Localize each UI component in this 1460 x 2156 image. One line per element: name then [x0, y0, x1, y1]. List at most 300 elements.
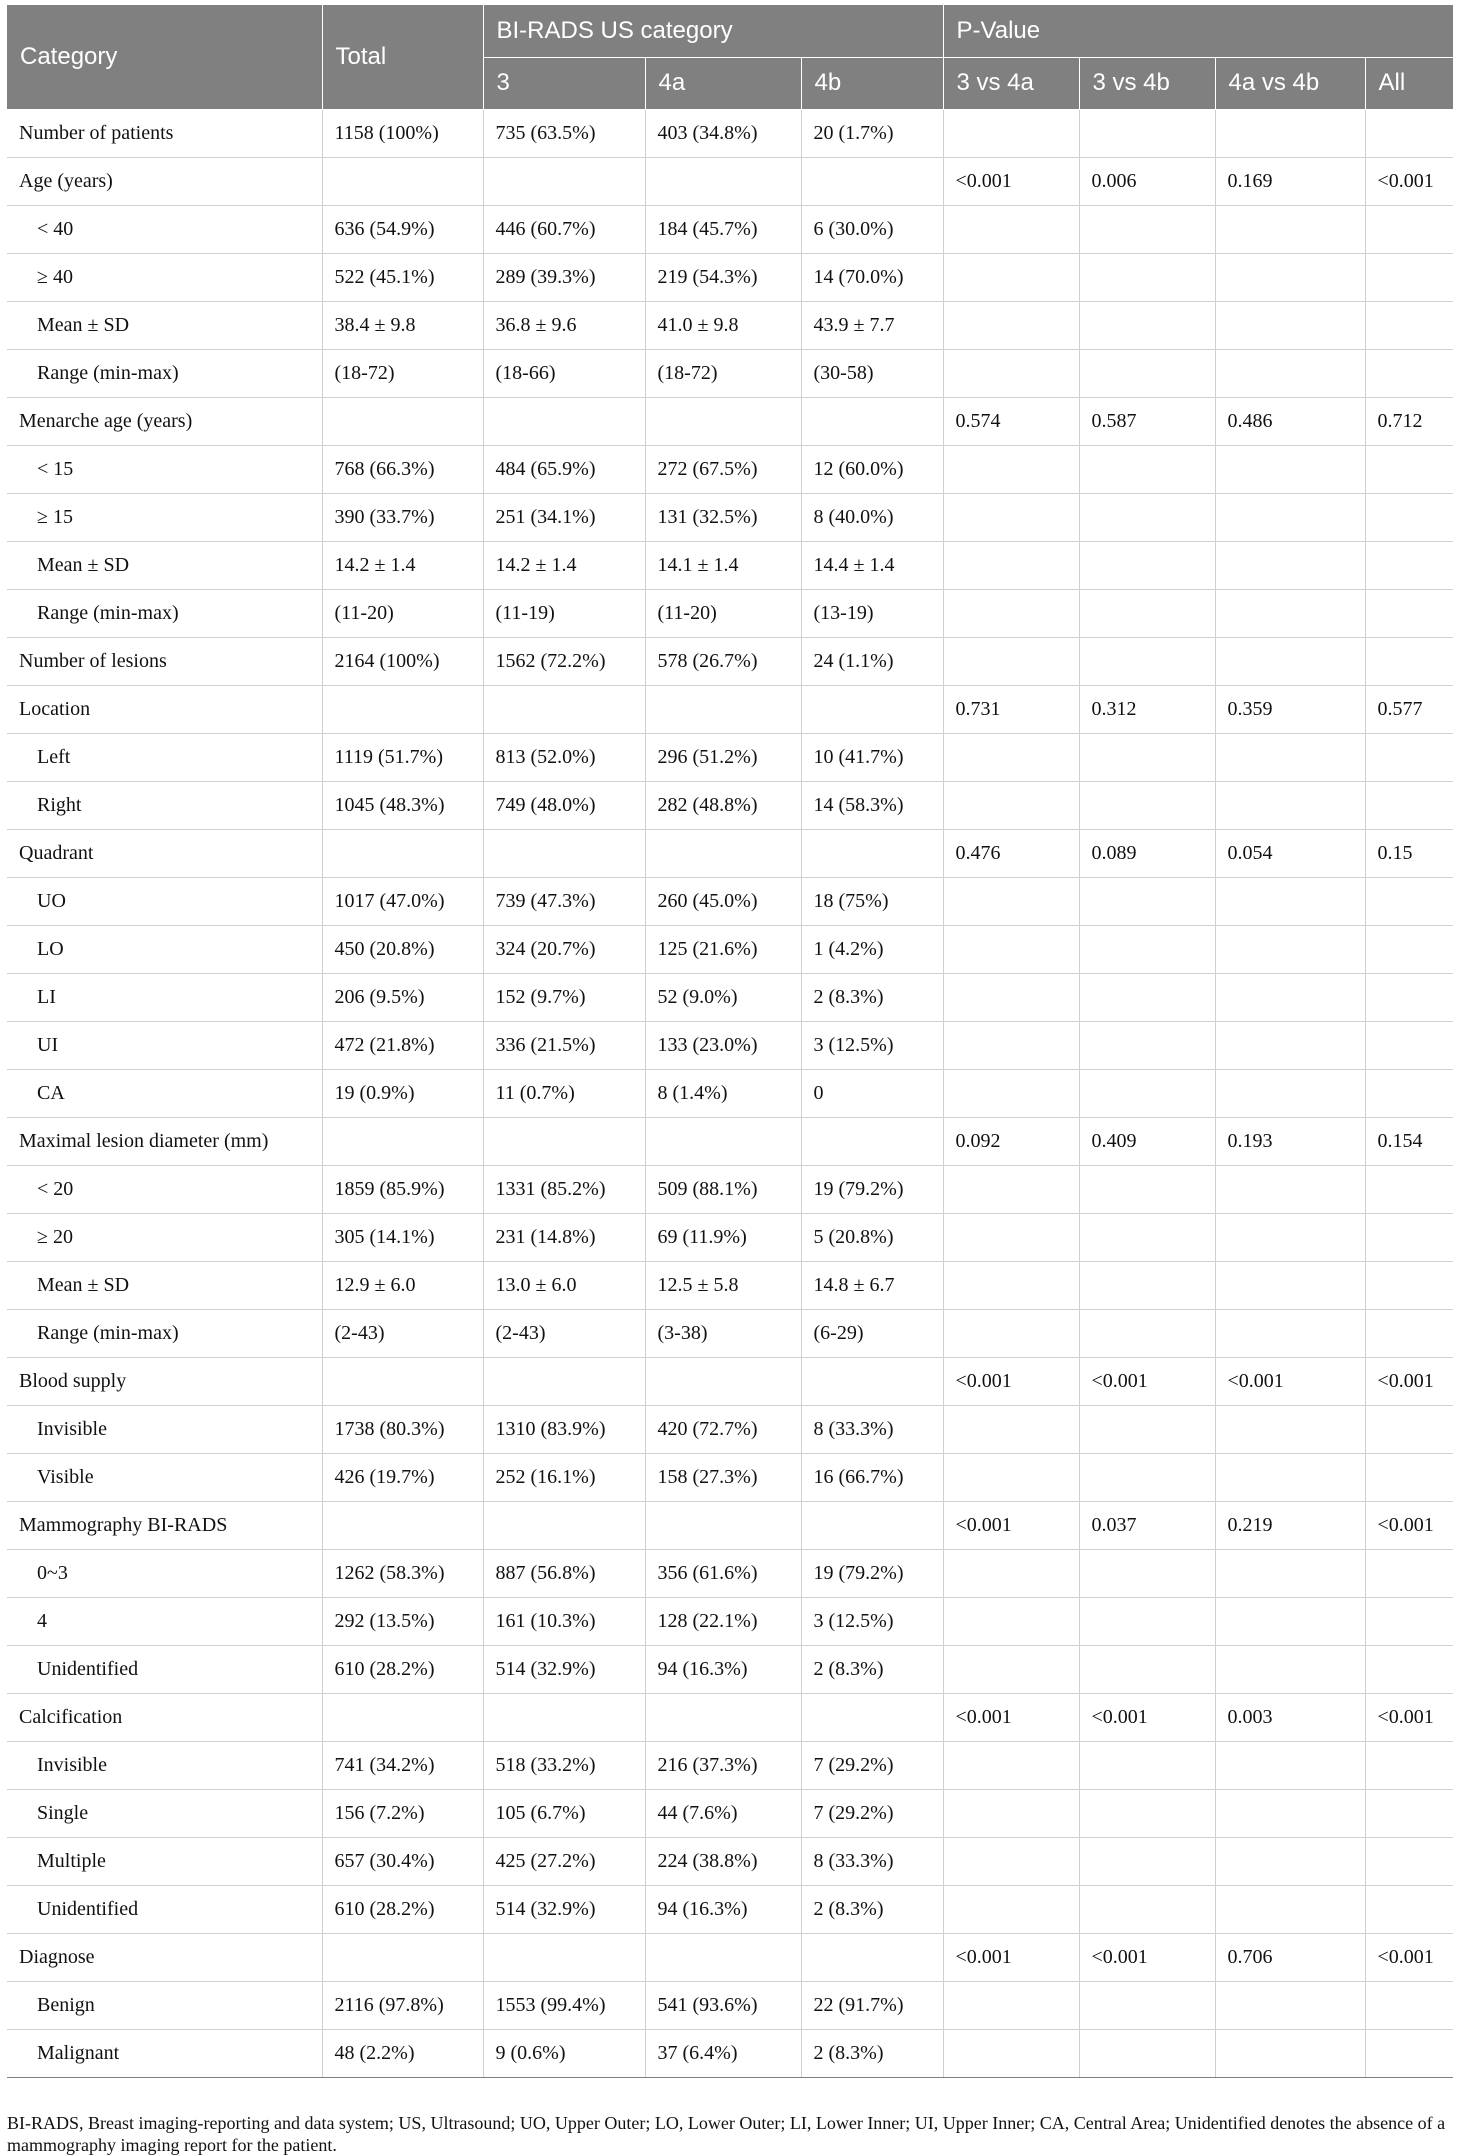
row-label: Location	[7, 685, 322, 733]
row-label: UO	[7, 877, 322, 925]
p-all-cell	[1365, 109, 1453, 157]
p-4a-vs-4b-cell	[1215, 541, 1365, 589]
cat-3-cell: 324 (20.7%)	[483, 925, 645, 973]
p-all-cell: 0.154	[1365, 1117, 1453, 1165]
p-3-vs-4a-cell	[943, 109, 1079, 157]
p-all-cell	[1365, 1213, 1453, 1261]
cat-4a-cell	[645, 1693, 801, 1741]
cat-4b-cell: 24 (1.1%)	[801, 637, 943, 685]
p-all-cell	[1365, 1453, 1453, 1501]
cat-3-cell: 484 (65.9%)	[483, 445, 645, 493]
cat-4b-cell: 3 (12.5%)	[801, 1021, 943, 1069]
table-row	[7, 1165, 1453, 1213]
p-3-vs-4b-cell	[1079, 1069, 1215, 1117]
cat-3-cell: 446 (60.7%)	[483, 205, 645, 253]
row-label: ≥ 15	[7, 493, 322, 541]
table-row	[7, 205, 1453, 253]
p-4a-vs-4b-cell: 0.169	[1215, 157, 1365, 205]
cat-4b-cell: 12 (60.0%)	[801, 445, 943, 493]
cat-4a-cell	[645, 1117, 801, 1165]
p-3-vs-4a-cell	[943, 781, 1079, 829]
p-4a-vs-4b-cell	[1215, 205, 1365, 253]
header-all: All	[1365, 57, 1453, 109]
cat-3-cell: 749 (48.0%)	[483, 781, 645, 829]
cat-3-cell: 1553 (99.4%)	[483, 1981, 645, 2029]
p-all-cell	[1365, 877, 1453, 925]
p-all-cell	[1365, 2029, 1453, 2077]
cat-3-cell: 161 (10.3%)	[483, 1597, 645, 1645]
cat-3-cell	[483, 1117, 645, 1165]
p-all-cell	[1365, 589, 1453, 637]
p-3-vs-4a-cell	[943, 205, 1079, 253]
p-4a-vs-4b-cell: 0.706	[1215, 1933, 1365, 1981]
row-label: Visible	[7, 1453, 322, 1501]
row-label: Mammography BI-RADS	[7, 1501, 322, 1549]
cat-3-cell: 152 (9.7%)	[483, 973, 645, 1021]
cat-4b-cell	[801, 397, 943, 445]
p-all-cell	[1365, 541, 1453, 589]
p-3-vs-4a-cell	[943, 253, 1079, 301]
p-3-vs-4a-cell	[943, 1213, 1079, 1261]
p-3-vs-4a-cell	[943, 1549, 1079, 1597]
cat-4a-cell: 37 (6.4%)	[645, 2029, 801, 2077]
p-all-cell	[1365, 1885, 1453, 1933]
p-4a-vs-4b-cell	[1215, 1597, 1365, 1645]
cat-4a-cell: 69 (11.9%)	[645, 1213, 801, 1261]
p-3-vs-4b-cell	[1079, 1837, 1215, 1885]
table-row	[7, 397, 1453, 445]
p-3-vs-4a-cell	[943, 1741, 1079, 1789]
cat-4b-cell: (30-58)	[801, 349, 943, 397]
p-all-cell	[1365, 1069, 1453, 1117]
cat-4b-cell: 2 (8.3%)	[801, 1645, 943, 1693]
p-3-vs-4b-cell	[1079, 1549, 1215, 1597]
cat-3-cell	[483, 157, 645, 205]
p-3-vs-4b-cell	[1079, 1213, 1215, 1261]
p-3-vs-4b-cell	[1079, 253, 1215, 301]
p-3-vs-4b-cell	[1079, 1981, 1215, 2029]
cat-3-cell: 425 (27.2%)	[483, 1837, 645, 1885]
p-all-cell	[1365, 1741, 1453, 1789]
p-all-cell	[1365, 1261, 1453, 1309]
p-3-vs-4b-cell	[1079, 1165, 1215, 1213]
total-cell: 156 (7.2%)	[322, 1789, 483, 1837]
cat-4a-cell: 44 (7.6%)	[645, 1789, 801, 1837]
cat-3-cell: 1562 (72.2%)	[483, 637, 645, 685]
p-3-vs-4a-cell	[943, 973, 1079, 1021]
cat-3-cell	[483, 1357, 645, 1405]
cat-4a-cell: 296 (51.2%)	[645, 733, 801, 781]
row-label: < 20	[7, 1165, 322, 1213]
p-all-cell	[1365, 925, 1453, 973]
cat-3-cell: 735 (63.5%)	[483, 109, 645, 157]
total-cell: 450 (20.8%)	[322, 925, 483, 973]
cat-4b-cell: (6-29)	[801, 1309, 943, 1357]
cat-4b-cell: 2 (8.3%)	[801, 973, 943, 1021]
table-row	[7, 1933, 1453, 1981]
p-3-vs-4b-cell: 0.006	[1079, 157, 1215, 205]
table-row	[7, 1741, 1453, 1789]
p-3-vs-4a-cell	[943, 301, 1079, 349]
cat-4a-cell: 184 (45.7%)	[645, 205, 801, 253]
p-3-vs-4a-cell	[943, 1261, 1079, 1309]
p-3-vs-4b-cell	[1079, 2029, 1215, 2077]
cat-4b-cell: 6 (30.0%)	[801, 205, 943, 253]
p-3-vs-4a-cell: <0.001	[943, 1357, 1079, 1405]
total-cell	[322, 1357, 483, 1405]
total-cell: 2116 (97.8%)	[322, 1981, 483, 2029]
total-cell: 610 (28.2%)	[322, 1645, 483, 1693]
cat-4a-cell: 131 (32.5%)	[645, 493, 801, 541]
p-all-cell	[1365, 1597, 1453, 1645]
row-label: Maximal lesion diameter (mm)	[7, 1117, 322, 1165]
cat-3-cell: 13.0 ± 6.0	[483, 1261, 645, 1309]
row-label: Left	[7, 733, 322, 781]
row-label: Menarche age (years)	[7, 397, 322, 445]
cat-4a-cell: 128 (22.1%)	[645, 1597, 801, 1645]
p-3-vs-4b-cell	[1079, 1453, 1215, 1501]
cat-4b-cell	[801, 1501, 943, 1549]
table-row	[7, 1885, 1453, 1933]
cat-4a-cell: 541 (93.6%)	[645, 1981, 801, 2029]
header-total: Total	[322, 5, 483, 109]
p-3-vs-4a-cell	[943, 1597, 1079, 1645]
cat-3-cell: (18-66)	[483, 349, 645, 397]
cat-4b-cell: 16 (66.7%)	[801, 1453, 943, 1501]
p-3-vs-4b-cell	[1079, 1789, 1215, 1837]
cat-4a-cell: 578 (26.7%)	[645, 637, 801, 685]
p-3-vs-4b-cell: 0.089	[1079, 829, 1215, 877]
table-row	[7, 301, 1453, 349]
p-3-vs-4a-cell	[943, 637, 1079, 685]
row-label: Malignant	[7, 2029, 322, 2077]
table-row	[7, 781, 1453, 829]
p-4a-vs-4b-cell: 0.054	[1215, 829, 1365, 877]
row-label: Diagnose	[7, 1933, 322, 1981]
p-3-vs-4b-cell: 0.409	[1079, 1117, 1215, 1165]
cat-4a-cell	[645, 1501, 801, 1549]
table-row	[7, 829, 1453, 877]
p-4a-vs-4b-cell	[1215, 253, 1365, 301]
p-3-vs-4b-cell	[1079, 301, 1215, 349]
p-4a-vs-4b-cell	[1215, 733, 1365, 781]
cat-4a-cell: 216 (37.3%)	[645, 1741, 801, 1789]
cat-4a-cell: 133 (23.0%)	[645, 1021, 801, 1069]
total-cell: (18-72)	[322, 349, 483, 397]
row-label: Range (min-max)	[7, 349, 322, 397]
header-pvalue-group: P-Value	[943, 5, 1453, 57]
p-3-vs-4b-cell	[1079, 781, 1215, 829]
p-3-vs-4b-cell	[1079, 1645, 1215, 1693]
p-3-vs-4b-cell	[1079, 493, 1215, 541]
cat-4b-cell: 22 (91.7%)	[801, 1981, 943, 2029]
row-label: Invisible	[7, 1405, 322, 1453]
total-cell: 426 (19.7%)	[322, 1453, 483, 1501]
cat-4b-cell	[801, 1117, 943, 1165]
total-cell	[322, 397, 483, 445]
header-cat-4a: 4a	[645, 57, 801, 109]
p-4a-vs-4b-cell	[1215, 445, 1365, 493]
cat-4b-cell: 19 (79.2%)	[801, 1549, 943, 1597]
p-all-cell	[1365, 1165, 1453, 1213]
p-3-vs-4a-cell: <0.001	[943, 1501, 1079, 1549]
cat-4b-cell	[801, 157, 943, 205]
row-label: LO	[7, 925, 322, 973]
p-3-vs-4b-cell	[1079, 973, 1215, 1021]
cat-4b-cell: 14 (70.0%)	[801, 253, 943, 301]
total-cell: 472 (21.8%)	[322, 1021, 483, 1069]
p-4a-vs-4b-cell	[1215, 1741, 1365, 1789]
total-cell: 657 (30.4%)	[322, 1837, 483, 1885]
row-label: Single	[7, 1789, 322, 1837]
cat-4a-cell: (11-20)	[645, 589, 801, 637]
p-4a-vs-4b-cell	[1215, 1981, 1365, 2029]
total-cell: 1017 (47.0%)	[322, 877, 483, 925]
p-4a-vs-4b-cell: 0.219	[1215, 1501, 1365, 1549]
p-4a-vs-4b-cell	[1215, 589, 1365, 637]
table-row	[7, 1981, 1453, 2029]
cat-4a-cell: 94 (16.3%)	[645, 1885, 801, 1933]
total-cell	[322, 1501, 483, 1549]
p-4a-vs-4b-cell	[1215, 781, 1365, 829]
total-cell: 1158 (100%)	[322, 109, 483, 157]
cat-4b-cell: 3 (12.5%)	[801, 1597, 943, 1645]
cat-4a-cell: (18-72)	[645, 349, 801, 397]
row-label: CA	[7, 1069, 322, 1117]
cat-3-cell: 14.2 ± 1.4	[483, 541, 645, 589]
cat-3-cell: 739 (47.3%)	[483, 877, 645, 925]
cat-4a-cell	[645, 829, 801, 877]
cat-4b-cell: 19 (79.2%)	[801, 1165, 943, 1213]
p-all-cell	[1365, 349, 1453, 397]
cat-3-cell: 105 (6.7%)	[483, 1789, 645, 1837]
cat-4b-cell	[801, 685, 943, 733]
cat-4b-cell	[801, 829, 943, 877]
cat-4a-cell: 420 (72.7%)	[645, 1405, 801, 1453]
p-3-vs-4b-cell	[1079, 1741, 1215, 1789]
table-row	[7, 877, 1453, 925]
cat-3-cell	[483, 829, 645, 877]
total-cell: 14.2 ± 1.4	[322, 541, 483, 589]
cat-3-cell	[483, 685, 645, 733]
header-4a-vs-4b: 4a vs 4b	[1215, 57, 1365, 109]
row-label: Mean ± SD	[7, 301, 322, 349]
p-all-cell	[1365, 1549, 1453, 1597]
p-3-vs-4a-cell	[943, 877, 1079, 925]
table-row	[7, 589, 1453, 637]
row-label: Range (min-max)	[7, 589, 322, 637]
p-3-vs-4a-cell	[943, 541, 1079, 589]
header-cat-4b: 4b	[801, 57, 943, 109]
total-cell	[322, 1117, 483, 1165]
p-4a-vs-4b-cell: 0.486	[1215, 397, 1365, 445]
p-4a-vs-4b-cell	[1215, 1021, 1365, 1069]
cat-4a-cell: 260 (45.0%)	[645, 877, 801, 925]
p-3-vs-4a-cell: 0.574	[943, 397, 1079, 445]
p-3-vs-4a-cell	[943, 349, 1079, 397]
cat-3-cell: (2-43)	[483, 1309, 645, 1357]
cat-4b-cell: 7 (29.2%)	[801, 1789, 943, 1837]
table-row	[7, 349, 1453, 397]
table-body	[7, 109, 1453, 2077]
cat-4a-cell: 219 (54.3%)	[645, 253, 801, 301]
cat-4a-cell	[645, 685, 801, 733]
cat-4b-cell: 14.4 ± 1.4	[801, 541, 943, 589]
p-3-vs-4b-cell	[1079, 637, 1215, 685]
table-row	[7, 445, 1453, 493]
cat-4b-cell	[801, 1357, 943, 1405]
total-cell: 1859 (85.9%)	[322, 1165, 483, 1213]
cat-4a-cell: 224 (38.8%)	[645, 1837, 801, 1885]
p-all-cell	[1365, 1645, 1453, 1693]
p-3-vs-4a-cell	[943, 445, 1079, 493]
total-cell: 636 (54.9%)	[322, 205, 483, 253]
cat-4b-cell: 20 (1.7%)	[801, 109, 943, 157]
table-row	[7, 541, 1453, 589]
cat-3-cell: (11-19)	[483, 589, 645, 637]
p-all-cell	[1365, 205, 1453, 253]
p-3-vs-4b-cell	[1079, 541, 1215, 589]
row-label: 0~3	[7, 1549, 322, 1597]
p-4a-vs-4b-cell	[1215, 109, 1365, 157]
row-label: Mean ± SD	[7, 541, 322, 589]
cat-4b-cell: 5 (20.8%)	[801, 1213, 943, 1261]
cat-3-cell: 1310 (83.9%)	[483, 1405, 645, 1453]
total-cell: 48 (2.2%)	[322, 2029, 483, 2077]
table-footnote: BI-RADS, Breast imaging-reporting and data system; US, Ultrasound; UO, Upper Outer; LO, Lower Outer; LI, Lower Inner; UI, Upper Inner; CA, Central Area; Unidentified denotes the absence of a mammography imaging report for the patient.	[7, 2113, 1446, 2155]
total-cell	[322, 157, 483, 205]
cat-4b-cell: 8 (33.3%)	[801, 1405, 943, 1453]
total-cell: 19 (0.9%)	[322, 1069, 483, 1117]
total-cell	[322, 1693, 483, 1741]
p-3-vs-4a-cell: <0.001	[943, 157, 1079, 205]
cat-4a-cell: 158 (27.3%)	[645, 1453, 801, 1501]
row-label: UI	[7, 1021, 322, 1069]
total-cell: 1738 (80.3%)	[322, 1405, 483, 1453]
total-cell: 1045 (48.3%)	[322, 781, 483, 829]
p-all-cell	[1365, 1837, 1453, 1885]
p-3-vs-4b-cell	[1079, 877, 1215, 925]
p-all-cell: <0.001	[1365, 1693, 1453, 1741]
p-all-cell	[1365, 1405, 1453, 1453]
total-cell	[322, 829, 483, 877]
p-4a-vs-4b-cell: 0.003	[1215, 1693, 1365, 1741]
row-label: Unidentified	[7, 1885, 322, 1933]
p-3-vs-4b-cell	[1079, 1021, 1215, 1069]
p-all-cell	[1365, 301, 1453, 349]
p-4a-vs-4b-cell	[1215, 1885, 1365, 1933]
table-row	[7, 1021, 1453, 1069]
p-4a-vs-4b-cell	[1215, 1309, 1365, 1357]
table-row	[7, 2029, 1453, 2077]
total-cell: (2-43)	[322, 1309, 483, 1357]
cat-3-cell: 9 (0.6%)	[483, 2029, 645, 2077]
cat-4b-cell: 18 (75%)	[801, 877, 943, 925]
p-all-cell	[1365, 781, 1453, 829]
row-label: < 15	[7, 445, 322, 493]
cat-4a-cell: 52 (9.0%)	[645, 973, 801, 1021]
p-4a-vs-4b-cell	[1215, 1789, 1365, 1837]
row-label: Age (years)	[7, 157, 322, 205]
p-all-cell: 0.712	[1365, 397, 1453, 445]
cat-3-cell: 231 (14.8%)	[483, 1213, 645, 1261]
p-3-vs-4a-cell	[943, 1405, 1079, 1453]
row-label: ≥ 20	[7, 1213, 322, 1261]
p-4a-vs-4b-cell	[1215, 1405, 1365, 1453]
table-row	[7, 1789, 1453, 1837]
p-3-vs-4b-cell	[1079, 733, 1215, 781]
table-row	[7, 253, 1453, 301]
p-3-vs-4a-cell	[943, 1309, 1079, 1357]
results-table	[7, 5, 1453, 2078]
table-row	[7, 1597, 1453, 1645]
cat-4a-cell	[645, 1933, 801, 1981]
row-label: ≥ 40	[7, 253, 322, 301]
cat-3-cell: 887 (56.8%)	[483, 1549, 645, 1597]
p-3-vs-4b-cell	[1079, 1261, 1215, 1309]
row-label: Range (min-max)	[7, 1309, 322, 1357]
row-label: Quadrant	[7, 829, 322, 877]
p-3-vs-4b-cell: 0.037	[1079, 1501, 1215, 1549]
cat-4a-cell: 125 (21.6%)	[645, 925, 801, 973]
cat-4b-cell: 0	[801, 1069, 943, 1117]
cat-4b-cell: 1 (4.2%)	[801, 925, 943, 973]
table-row	[7, 1213, 1453, 1261]
header-category: Category	[7, 5, 322, 109]
table-header	[7, 5, 1453, 109]
p-all-cell: <0.001	[1365, 1501, 1453, 1549]
p-all-cell: 0.577	[1365, 685, 1453, 733]
header-cat-3: 3	[483, 57, 645, 109]
table-row	[7, 1549, 1453, 1597]
total-cell	[322, 685, 483, 733]
row-label: Multiple	[7, 1837, 322, 1885]
cat-4b-cell: (13-19)	[801, 589, 943, 637]
cat-4b-cell: 10 (41.7%)	[801, 733, 943, 781]
p-4a-vs-4b-cell	[1215, 973, 1365, 1021]
p-3-vs-4b-cell	[1079, 1405, 1215, 1453]
p-3-vs-4b-cell	[1079, 109, 1215, 157]
p-4a-vs-4b-cell: 0.359	[1215, 685, 1365, 733]
total-cell: 38.4 ± 9.8	[322, 301, 483, 349]
p-4a-vs-4b-cell	[1215, 1165, 1365, 1213]
p-3-vs-4b-cell	[1079, 925, 1215, 973]
total-cell: 741 (34.2%)	[322, 1741, 483, 1789]
total-cell: 768 (66.3%)	[322, 445, 483, 493]
p-all-cell: <0.001	[1365, 1357, 1453, 1405]
p-3-vs-4a-cell	[943, 589, 1079, 637]
p-all-cell	[1365, 1021, 1453, 1069]
table-row	[7, 1357, 1453, 1405]
p-all-cell	[1365, 1309, 1453, 1357]
cat-4b-cell: 2 (8.3%)	[801, 2029, 943, 2077]
row-label: 4	[7, 1597, 322, 1645]
p-3-vs-4a-cell	[943, 493, 1079, 541]
p-3-vs-4a-cell	[943, 1453, 1079, 1501]
table-row	[7, 1069, 1453, 1117]
header-birads-group: BI-RADS US category	[483, 5, 943, 57]
p-3-vs-4b-cell: <0.001	[1079, 1933, 1215, 1981]
p-4a-vs-4b-cell	[1215, 925, 1365, 973]
cat-4a-cell: 8 (1.4%)	[645, 1069, 801, 1117]
row-label: Number of lesions	[7, 637, 322, 685]
p-3-vs-4a-cell	[943, 2029, 1079, 2077]
cat-3-cell: 251 (34.1%)	[483, 493, 645, 541]
cat-3-cell: 336 (21.5%)	[483, 1021, 645, 1069]
cat-4b-cell	[801, 1693, 943, 1741]
p-3-vs-4a-cell: 0.092	[943, 1117, 1079, 1165]
cat-4b-cell: 14.8 ± 6.7	[801, 1261, 943, 1309]
